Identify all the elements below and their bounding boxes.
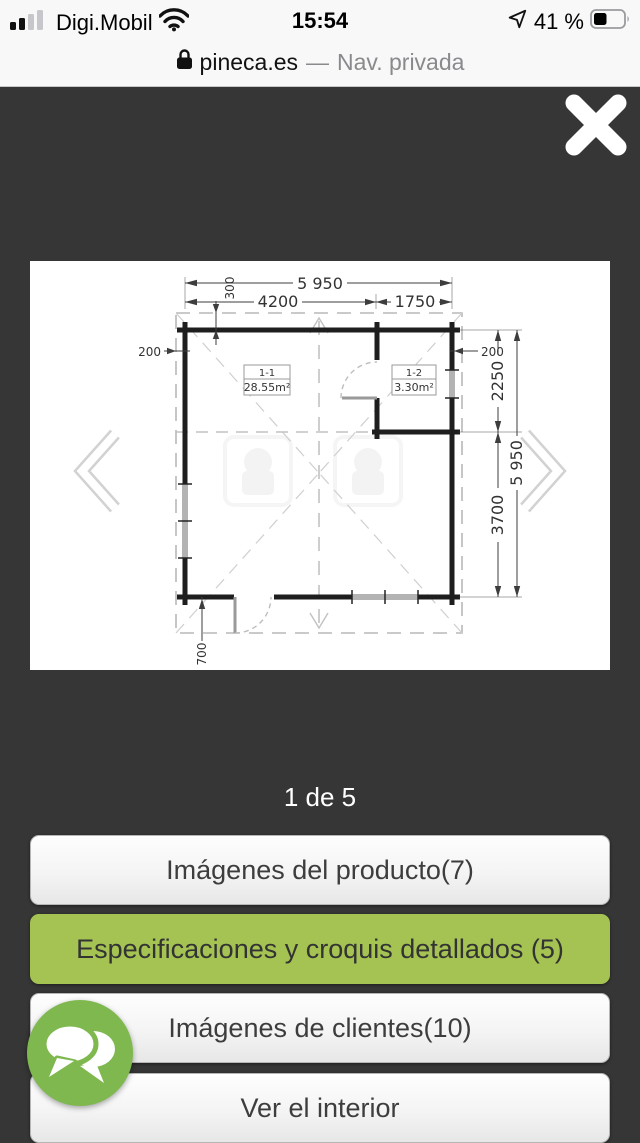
svg-text:28.55m²: 28.55m² xyxy=(243,381,291,394)
lock-icon xyxy=(176,48,193,76)
svg-text:5 950: 5 950 xyxy=(297,274,343,293)
url-domain-group xyxy=(176,48,298,76)
carrier-label: Digi.Mobil xyxy=(56,9,153,35)
dimension-label-pads xyxy=(254,274,525,542)
url-domain: pineca.es xyxy=(199,48,299,75)
svg-text:200: 200 xyxy=(138,345,161,359)
close-icon xyxy=(561,90,631,160)
watermark xyxy=(225,437,401,505)
svg-text:3.30m²: 3.30m² xyxy=(394,381,434,394)
close-button[interactable] xyxy=(561,90,631,160)
svg-text:2250: 2250 xyxy=(488,360,507,402)
roof-outline-dashed xyxy=(176,313,462,633)
svg-text:200: 200 xyxy=(481,345,504,359)
room-label-1-1 xyxy=(244,365,291,395)
room-label-1-2 xyxy=(392,365,436,395)
browser-top-bar xyxy=(0,0,640,87)
status-bar xyxy=(0,0,640,42)
next-image-button[interactable] xyxy=(512,427,570,515)
url-separator: — xyxy=(306,48,330,75)
location-arrow-icon xyxy=(506,8,528,35)
svg-text:700: 700 xyxy=(195,642,209,666)
chevron-left-icon xyxy=(70,427,128,515)
svg-text:1-2: 1-2 xyxy=(405,368,423,379)
svg-text:4200: 4200 xyxy=(257,292,299,311)
tab-see-interior[interactable]: Ver el interior xyxy=(30,1073,610,1143)
dimension-labels xyxy=(138,274,526,665)
chat-widget-button[interactable] xyxy=(27,1000,133,1106)
battery-icon xyxy=(590,8,632,35)
clock: 15:54 xyxy=(291,8,349,33)
svg-text:300: 300 xyxy=(223,276,237,300)
private-mode-label: Nav. privada xyxy=(337,48,465,75)
battery-percent-label: 41 % xyxy=(533,8,584,34)
svg-text:5 950: 5 950 xyxy=(507,440,526,486)
svg-text:3700: 3700 xyxy=(488,494,507,536)
tab-product-images[interactable]: Imágenes del producto(7) xyxy=(30,835,610,905)
tab-specs-drawings[interactable]: Especificaciones y croquis detallados (5) xyxy=(30,914,610,984)
status-right-group xyxy=(506,8,632,35)
pagination-counter: 1 de 5 xyxy=(283,782,357,812)
prev-image-button[interactable] xyxy=(70,427,128,515)
chevron-right-icon xyxy=(512,427,570,515)
address-bar[interactable] xyxy=(0,42,640,82)
chat-bubbles-icon xyxy=(30,1003,130,1103)
svg-text:1-1: 1-1 xyxy=(258,368,276,379)
tab-customer-images[interactable]: Imágenes de clientes(10) xyxy=(30,993,610,1063)
svg-text:1750: 1750 xyxy=(394,292,436,311)
